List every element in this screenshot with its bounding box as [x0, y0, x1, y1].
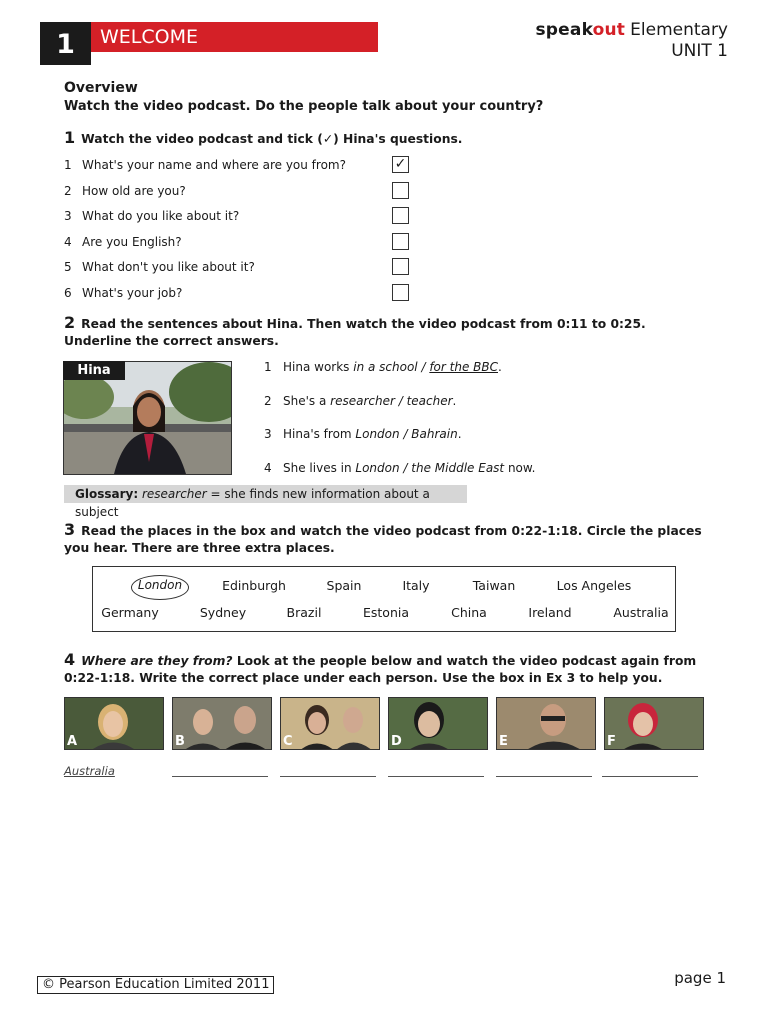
place-word[interactable]: Los Angeles: [556, 578, 632, 593]
ex1-heading: [64, 129, 704, 148]
person-image: [173, 698, 272, 750]
answer-blank-b[interactable]: [172, 776, 268, 777]
unit-label: UNIT 1: [671, 41, 728, 61]
brand-block: [535, 20, 728, 62]
sentence-end: .: [452, 393, 457, 408]
sentence-stem: Hina works: [283, 360, 354, 374]
question-row: [64, 283, 424, 309]
ex4-question: Where are they from?: [81, 654, 233, 668]
sentence-number: 1: [264, 360, 272, 374]
person-photo-b: [172, 697, 272, 750]
question-number: 1: [64, 158, 72, 172]
place-word[interactable]: Sydney: [199, 605, 247, 620]
person-letter: F: [607, 734, 616, 749]
page-number: page 1: [674, 969, 726, 987]
question-text: What don't you like about it?: [82, 260, 255, 275]
tick-box[interactable]: [392, 233, 409, 250]
question-number: 3: [64, 209, 72, 224]
option-separator: /: [399, 427, 412, 441]
question-text: What's your name and where are you from?: [82, 158, 346, 172]
person-image: [65, 698, 164, 750]
question-number: 6: [64, 285, 72, 300]
ex3-instruction: Read the places in the box and watch the video podcast from 0:22-1:18. Circle the places you hear. There are three extra places.: [64, 524, 702, 555]
ex1-instruction: Watch the video podcast and tick (✓) Hina's questions.: [81, 132, 463, 146]
speakout-logo: [535, 20, 625, 40]
glossary-definition: = she finds new information about a subject: [75, 487, 430, 519]
person-letter: B: [175, 734, 185, 749]
option-1[interactable]: London: [355, 460, 400, 475]
place-word[interactable]: Italy: [402, 578, 430, 593]
sentence-row: [264, 423, 704, 457]
place-word[interactable]: Estonia: [362, 605, 410, 620]
tick-box[interactable]: [392, 258, 409, 275]
tick-box[interactable]: [392, 284, 409, 301]
person-photo-d: [388, 697, 488, 750]
ex4-instruction: Look at the people below and watch the video podcast again from 0:22-1:18. Write the correct place under each person. Use the box in Ex 3 to help you.: [64, 654, 697, 685]
hina-photo-label: Hina: [63, 361, 125, 380]
place-word[interactable]: Ireland: [528, 605, 572, 620]
overview-task: Watch the video podcast. Do the people talk about your country?: [64, 99, 544, 114]
place-word[interactable]: Taiwan: [472, 578, 516, 593]
places-box: [92, 566, 676, 632]
unit-title: WELCOME: [91, 22, 378, 52]
sentence-end: .: [498, 360, 502, 374]
sentence-row: [264, 390, 704, 424]
place-word[interactable]: Edinburgh: [222, 578, 286, 593]
ex3-heading: [64, 521, 704, 557]
tick-box[interactable]: [392, 207, 409, 224]
answer-blank-c[interactable]: [280, 776, 376, 777]
ex4-number: 4: [64, 650, 76, 669]
glossary-label: Glossary:: [75, 487, 139, 501]
ex4-heading: [64, 651, 704, 687]
ex3-number: 3: [64, 520, 76, 539]
unit-number: 1: [40, 22, 91, 65]
sentence-row: [264, 356, 704, 390]
place-word[interactable]: Spain: [326, 578, 362, 593]
question-row: [64, 257, 424, 283]
person-letter: E: [499, 734, 508, 749]
overview-heading: Overview: [64, 80, 138, 96]
person-letter: A: [67, 734, 78, 749]
place-word[interactable]: Brazil: [286, 605, 322, 620]
option-1[interactable]: researcher: [330, 393, 395, 408]
option-2[interactable]: teacher: [406, 393, 453, 408]
option-separator: /: [394, 393, 407, 408]
person-image: [281, 698, 380, 750]
level-label: Elementary: [630, 20, 728, 40]
ex1-number: 1: [64, 128, 76, 147]
option-2[interactable]: for the BBC: [429, 360, 498, 374]
place-word[interactable]: China: [451, 605, 487, 620]
copyright-notice: © Pearson Education Limited 2011: [37, 976, 274, 994]
glossary-term: researcher: [141, 487, 207, 501]
question-row: [64, 232, 424, 258]
question-text: Are you English?: [82, 234, 182, 249]
person-letter: C: [283, 734, 293, 749]
question-row: [64, 155, 424, 181]
question-text: How old are you?: [82, 183, 186, 198]
sentence-stem: Hina's from: [283, 427, 356, 441]
tick-box[interactable]: ✓: [392, 156, 409, 173]
glossary-bar: [64, 485, 467, 519]
logo-speak: speak: [535, 20, 593, 40]
person-photo-e: [496, 697, 596, 750]
ex2-number: 2: [64, 313, 76, 332]
person-photo-a: [64, 697, 164, 750]
option-2[interactable]: Bahrain: [411, 427, 458, 441]
answer-blank-d[interactable]: [388, 776, 484, 777]
sentence-number: 4: [264, 460, 272, 475]
sentence-stem: She lives in: [283, 460, 356, 475]
ex2-instruction: Read the sentences about Hina. Then watch the video podcast from 0:11 to 0:25. Underline the correct answers.: [64, 317, 646, 348]
question-number: 5: [64, 260, 72, 275]
person-photo-c: [280, 697, 380, 750]
option-1[interactable]: London: [355, 427, 400, 441]
question-text: What's your job?: [82, 285, 183, 300]
answer-blank-f[interactable]: [602, 776, 698, 777]
logo-out: out: [592, 20, 626, 40]
option-2[interactable]: the Middle East: [411, 460, 505, 475]
question-number: 2: [64, 183, 72, 198]
sentence-stem: She's a: [283, 393, 331, 408]
sentence-number: 2: [264, 393, 272, 408]
person-letter: D: [391, 734, 402, 749]
question-number: 4: [64, 234, 72, 249]
person-photo-f: [604, 697, 704, 750]
person-image: [605, 698, 704, 750]
person-image: [389, 698, 488, 750]
place-word[interactable]: Australia: [613, 605, 669, 620]
ex2-sentence-list: [264, 356, 704, 490]
example-answer: Australia: [64, 764, 115, 778]
sentence-number: 3: [264, 427, 272, 441]
question-row: [64, 181, 424, 207]
sentence-end: .: [457, 427, 462, 441]
tick-box[interactable]: [392, 182, 409, 199]
place-word[interactable]: Germany: [101, 605, 159, 620]
circled-place-marker: [131, 575, 189, 600]
place-word[interactable]: London: [137, 578, 183, 592]
sentence-end: now.: [504, 460, 536, 475]
person-image: [497, 698, 596, 750]
option-separator: /: [417, 360, 430, 374]
question-text: What do you like about it?: [82, 209, 240, 224]
question-row: [64, 206, 424, 232]
people-strip: [64, 697, 705, 750]
option-1[interactable]: in a school: [353, 360, 418, 374]
answer-blank-e[interactable]: [496, 776, 592, 777]
ex2-heading: [64, 314, 704, 350]
option-separator: /: [399, 460, 412, 475]
ex1-question-list: [64, 155, 424, 309]
